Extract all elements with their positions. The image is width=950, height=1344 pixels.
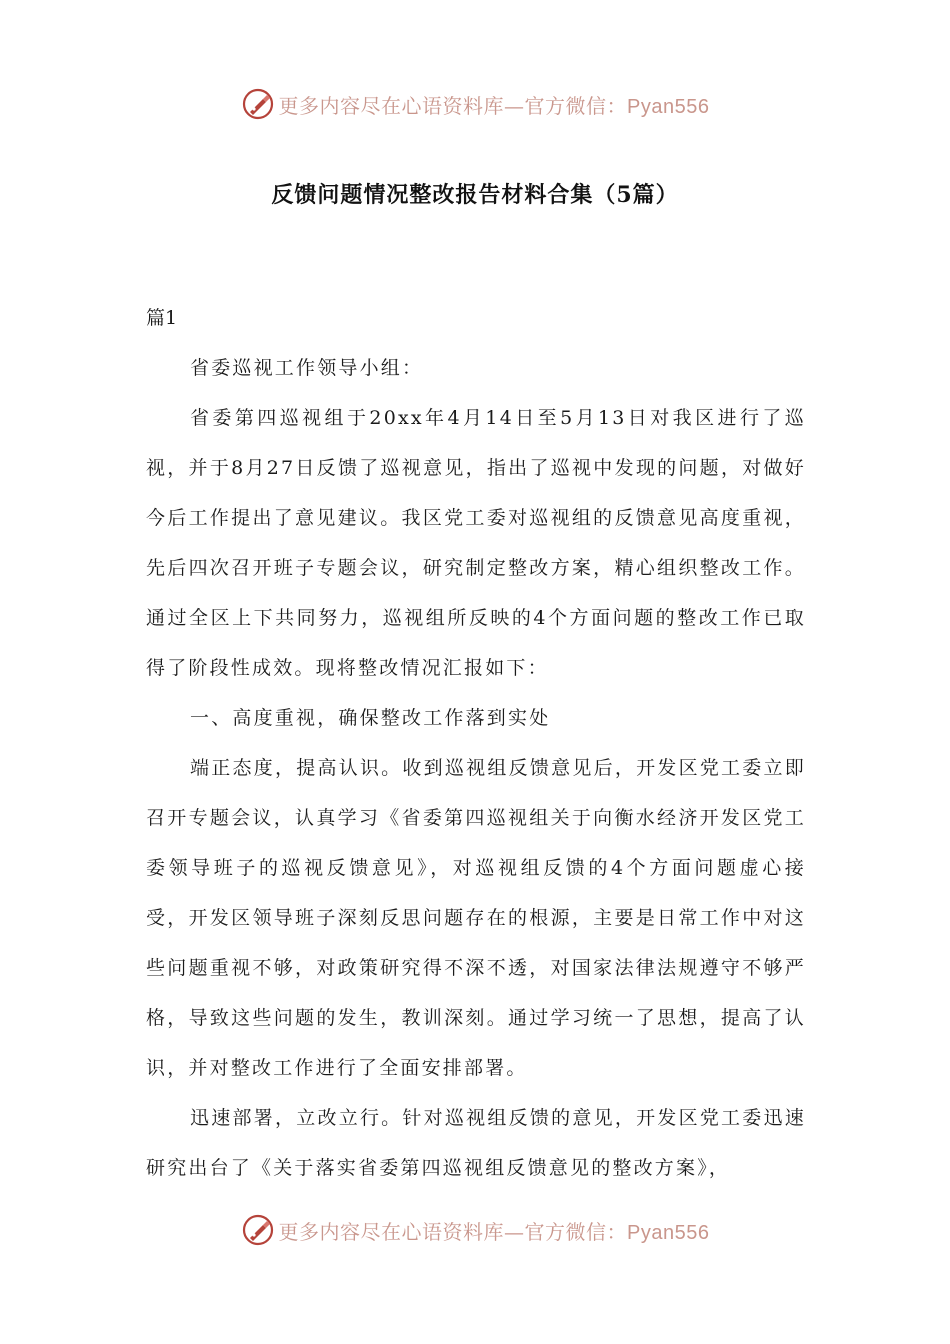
pen-nib-logo-icon (241, 87, 275, 121)
watermark-banner-bottom (0, 1210, 950, 1250)
document-body (146, 293, 806, 1193)
paragraph-intro: 省委第四巡视组于20xx年4月14日至5月13日对我区进行了巡视，并于8月27日反馈了巡视意见，指出了巡视中发现的问题，对做好今后工作提出了意见建议。我区党工委对巡视组的反馈意见高度重视，先后四次召开班子专题会议，研究制定整改方案，精心组织整改工作。通过全区上下共同努力，巡视组所反映的4个方面问题的整改工作已取得了阶段性成效。现将整改情况汇报如下： (146, 407, 806, 679)
paragraph-salutation: 省委巡视工作领导小组： (190, 357, 424, 379)
watermark-text: 更多内容尽在心语资料库—官方微信：Pyan556 (278, 93, 710, 118)
wechat-id: Pyan556 (627, 1221, 710, 1244)
pen-nib-logo-icon (241, 1213, 275, 1247)
paragraph-attitude: 端正态度，提高认识。收到巡视组反馈意见后，开发区党工委立即召开专题会议，认真学习《省委第四巡视组关于向衡水经济开发区党工委领导班子的巡视反馈意见》，对巡视组反馈的4个方面问题虚心接受，开发区领导班子深刻反思问题存在的根源，主要是日常工作中对这些问题重视不够，对政策研究得不深不透，对国家法律法规遵守不够严格，导致这些问题的发生，教训深刻。通过学习统一了思想，提高了认识，并对整改工作进行了全面安排部署。 (146, 757, 806, 1079)
watermark-text: 更多内容尽在心语资料库—官方微信：Pyan556 (278, 1219, 710, 1244)
watermark-banner-top (0, 84, 950, 124)
document-title: 反馈问题情况整改报告材料合集（5篇） (271, 182, 679, 208)
paragraph-deployment: 迅速部署，立改立行。针对巡视组反馈的意见，开发区党工委迅速研究出台了《关于落实省委第四巡视组反馈意见的整改方案》， (146, 1107, 806, 1179)
paragraph-heading-1: 一、高度重视，确保整改工作落到实处 (190, 707, 551, 729)
section-label: 篇1 (146, 307, 178, 329)
wechat-id: Pyan556 (627, 95, 710, 118)
